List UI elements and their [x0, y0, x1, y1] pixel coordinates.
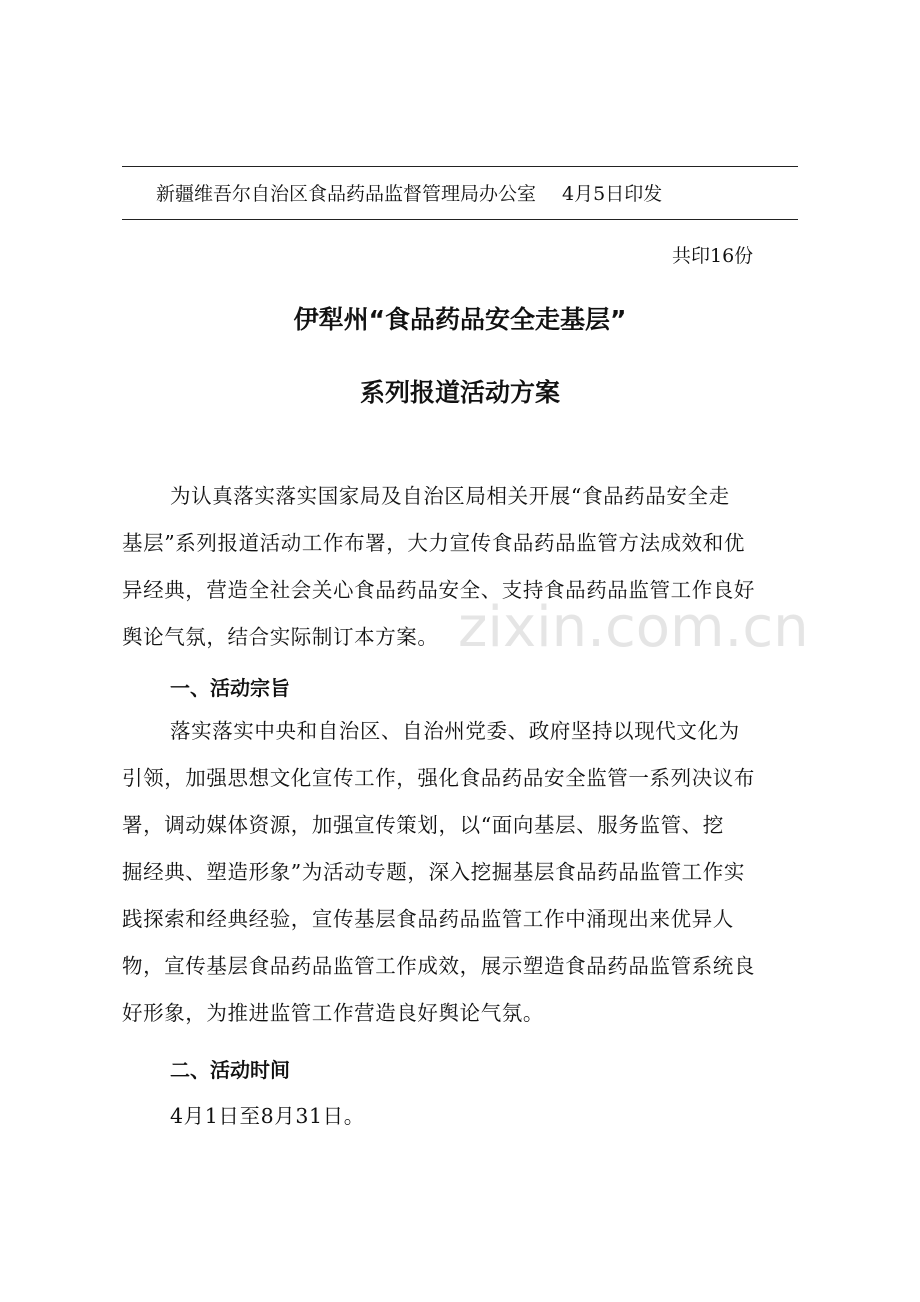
- paragraph-line: 物，宣传基层食品药品监管工作成效，展示塑造食品药品监管系统良: [122, 954, 755, 978]
- issue-date: 4月5日印发: [562, 183, 663, 205]
- watermark: zixin.com.cn: [458, 595, 809, 660]
- issuer-line: [156, 178, 662, 210]
- copies-count: 共印16份: [672, 245, 754, 267]
- purpose-paragraph: [122, 708, 798, 1037]
- issuer-name: 新疆维吾尔自治区食品药品监督管理局办公室: [156, 183, 537, 205]
- section-heading-purpose: 一、活动宗旨: [170, 676, 290, 700]
- paragraph-line: 践探索和经典经验，宣传基层食品药品监管工作中涌现出来优异人: [122, 907, 734, 931]
- document-title-line-1: 伊犁州“食品药品安全走基层”: [293, 305, 627, 334]
- header-bottom-rule: [122, 219, 798, 220]
- paragraph-line: 好形象，为推进监管工作营造良好舆论气氛。: [122, 1001, 544, 1025]
- paragraph-line: 异经典，营造全社会关心食品药品安全、支持食品药品监管工作良好: [122, 578, 755, 602]
- paragraph-line: 舆论气氛，结合实际制订本方案。: [122, 625, 439, 649]
- section-heading-time: 二、活动时间: [170, 1058, 290, 1082]
- header-top-rule: [122, 166, 798, 167]
- paragraph-line: 署，调动媒体资源，加强宣传策划，以“面向基层、服务监管、挖: [122, 813, 724, 837]
- time-paragraph: [122, 1093, 798, 1140]
- paragraph-line: 引领，加强思想文化宣传工作，强化食品药品安全监管一系列决议布: [122, 766, 755, 790]
- paragraph-line: 4月1日至8月31日。: [170, 1104, 365, 1128]
- paragraph-line: 掘经典、塑造形象”为活动专题，深入挖掘基层食品药品监管工作实: [122, 860, 745, 884]
- document-title-line-2: 系列报道活动方案: [359, 378, 560, 407]
- paragraph-line: 为认真落实落实国家局及自治区局相关开展“食品药品安全走: [170, 484, 730, 508]
- paragraph-line: 落实落实中央和自治区、自治州党委、政府坚持以现代文化为: [170, 719, 740, 743]
- paragraph-line: 基层”系列报道活动工作布署，大力宣传食品药品监管方法成效和优: [122, 531, 745, 555]
- intro-paragraph: [122, 473, 798, 661]
